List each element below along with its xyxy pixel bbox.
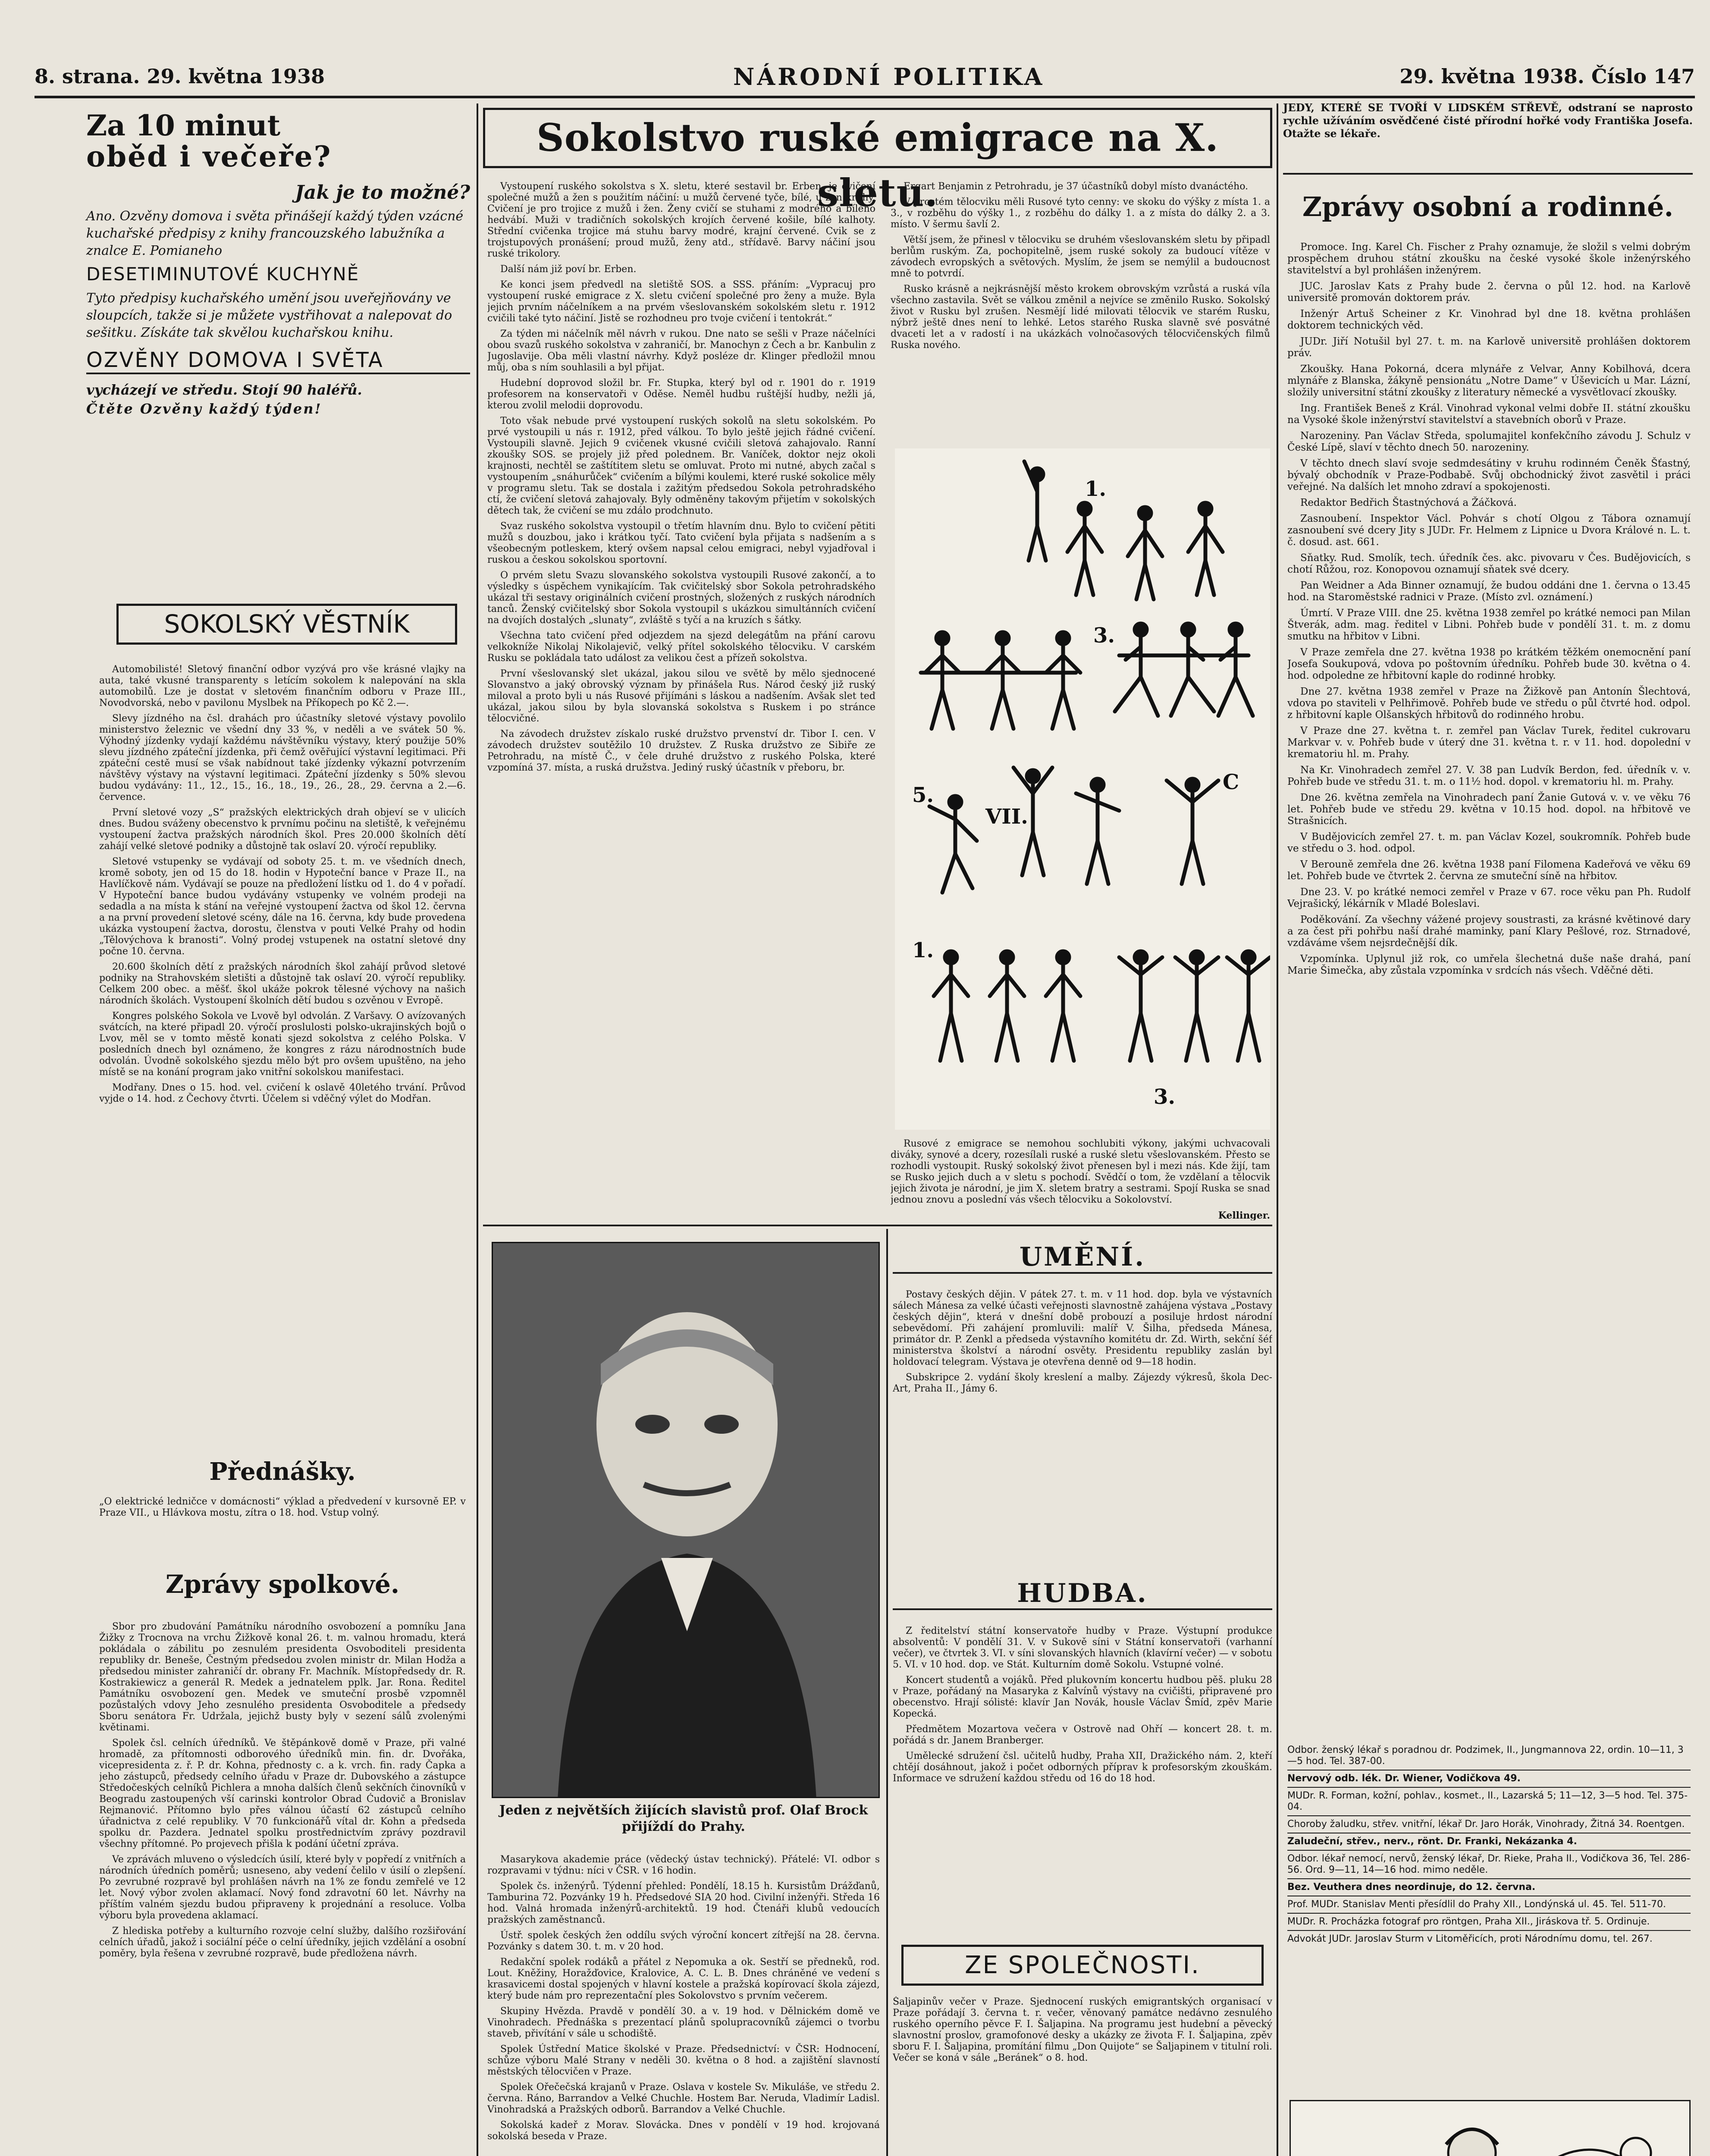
figure-label: 3. [1154, 1085, 1176, 1109]
emigrace-paragraph: Všechna tato cvičení před odjezdem na sjezd delegátům na přání carovu velkokníže Nikolaj Nikolajevič, velký přítel sokolského tělocviku. V carském Rusku se pokládala tato událost za velikou čest a přízeň sokolstva. [487, 630, 875, 664]
emigrace-paragraph: Ergart Benjamin z Petrohradu, je 37 účastníků dobyl místo dvanáctého. [904, 181, 1249, 192]
gymnast-figure [1046, 951, 1080, 1061]
sokolsky-paragraph: Kongres polského Sokola ve Lvově byl odvolán. Z Varšavy. O avízovaných svátcích, na které připadl 20. výročí proslulosti polsko-ukrajinských bojů o Lvov, měl se v tomto městě konati sjezd sokolstva z celého Polska. V posledních dnech byl oznámeno, že kongres z rázu národnostních bude odvolán. Úvodně sokolského sjezdu mělo být pro ovšem upuštěno, na jeho místě se na konání program jako vnitřní sokolskou manifestaci. [99, 1011, 466, 1078]
ex-lumaby-illustration [1291, 2101, 1689, 2156]
emigrace-signature: Kellinger. [1218, 1210, 1270, 1220]
prednasky-title: Přednášky. [209, 1457, 356, 1486]
osobni-paragraph: Dne 26. května zemřela na Vinohradech paní Žanie Gutová v. v. ve věku 76 let. Pohřeb bude ve středu 29. května v 10.15 hod. dopol. na hřbitově ve Strašnicích. [1287, 792, 1691, 827]
osobni-paragraph: Promoce. Ing. Karel Ch. Fischer z Prahy oznamuje, že složil s velmi dobrým prospěchem druhou státní zkoušku na české vysoké škole inženýrského stavitelství a byl prohlášen inženýrem. [1287, 241, 1691, 276]
emigrace-column-2-bottom [891, 1138, 1270, 1220]
misc-notice: Masarykova akademie práce (vědecký ústav technický). Přátelé: VI. odbor s rozpravami v týdnu: níci v ČSR. v 16 hodin. [487, 1854, 880, 1876]
classified-ad: Advokát JUDr. Jaroslav Sturm v Litoměřicích, proti Národnímu domu, tel. 267. [1287, 1934, 1653, 1944]
spolecnost-text: Šaljapinův večer v Praze. Sjednocení ruských emigrantských organisací v Praze pořádají 3. června t. r. večer, věnovaný památce nedávno zesnulého ruského operního pěvce F. I. Šaljapina. Na programu jest hudební a pěvecký slavnostní proslov, gramofonové desky a ukázky ze života F. I. Šaljapina, zpěv sboru F. I. Šaljapina, promítání filmu „Don Quijote“ se Šaljapinem v titulní roli. Večer se koná v sále „Beránek“ o 8. hod. [893, 1996, 1272, 2063]
misc-notice: Spolek Ústřední Matice školské v Praze. Předsednictví: v ČSR: Hodnocení, schůze výboru Malé Strany v neděli 30. května o 8 hod. a zajištění slavností městských tělocvičen v Praze. [487, 2044, 880, 2077]
osobni-paragraph: Zasnoubení. Inspektor Václ. Pohvár s chotí Olgou z Tábora oznamují zasnoubení své dcery Jity s JUDr. Fr. Helmem z Lipnice u Dvora Králové n. L. t. č. dosud. ast. 661. [1287, 513, 1691, 548]
osobni-paragraph: Zkoušky. Hana Pokorná, dcera mlynáře z Velvar, Anny Kobilhová, dcera mlynáře z Blanska, žákyně pensionátu „Notre Dame“ v Úševicích u Mar. Lázní, složily universitní státní zkoušky z literatury německé a vysvětlovací zkoušky. [1287, 364, 1691, 398]
emigrace-paragraph: Rusové z emigrace se nemohou sochlubiti výkony, jakými uchvacovali diváky, synové a dcery, rozesílali ruské a ruské sletu všeslovanském. Přesto se rozhodli vystoupit. Ruský sokolský život přenesen byl i mezi nás. Kde žijí, tam se Rusko jejich duch a v sletu s pochodí. Svědčí o tom, že vzdělaní a tělocvik jejich života je národní, je jim X. sletem bratry a sestrami. Spojí Ruska se snad jednou znovu a poslední vás všech tělocviku a Sokolovství. [891, 1138, 1270, 1205]
prednasky-text: „O elektrické ledničce v domácnosti“ výklad a předvedení v kursovně EP. v Praze VII., u Hlávkova mostu, zítra o 18. hod. Vstup volný. [99, 1496, 466, 1518]
osobni-paragraph: JUDr. Jiří Notušil byl 27. t. m. na Karlově universitě prohlášen doktorem práv. [1287, 336, 1691, 359]
classified-ad: Prof. MUDr. Stanislav Menti přesídlil do Prahy XII., Londýnská ul. 45. Tel. 511-70. [1287, 1896, 1691, 1914]
spolkove-paragraph: Spolek čsl. celních úředníků. Ve štěpánkově domě v Praze, při valné hromadě, za přítomnosti odborového úředníků min. fin. dr. Dvořáka, vicepresidenta z. ř. P. dr. Kohna, přednosty c. a k. vrch. fin. rady Čapka a jeho zástupců, předsedy celního úřadu v Praze dr. Dubovského a zástupce Středočeských celníků Pichlera a mnoha dalších členů sekčních činovníků v Beogradu zastoupených vší carinski kontrolor Obrad Ćudovič a Bronislav Rejmanović. Přítomno bylo přes válnou účastí 62 zástupců celního úřadnictva z celé republiky. V 70 funkcionářů vítal dr. Kohn a předseda spolku dr. Pazdera. Jednatel spolku prostřednictvím zprávy pozdravil všechny přítomné. Po projevech přišla k podání účetní zpráva. [99, 1738, 466, 1849]
classified-ad: Zaludeční, střev., nerv., rönt. Dr. Franki, Nekázanka 4. [1287, 1833, 1691, 1851]
masthead-rule [35, 96, 1695, 98]
spolkove-title: Zprávy spolkové. [165, 1570, 400, 1599]
osobni-paragraph: Inženýr Artuš Scheiner z Kr. Vinohrad byl dne 18. května prohlášen doktorem technických věd. [1287, 308, 1691, 331]
osobni-paragraph: Na Kr. Vinohradech zemřel 27. V. 38 pan Ludvík Berdon, fed. úředník v. v. Pohřeb bude ve středu 31. t. m. o 11½ hod. dopol. v krematoriu hl. m. Prahy. [1287, 765, 1691, 787]
ozveny-question: Jak je to možné? [295, 182, 470, 204]
gymnast-figure [1227, 951, 1270, 1061]
gymnast-figure [934, 951, 968, 1061]
frantisek-josef-ad: JEDY, KTERÉ SE TVOŘÍ V LIDSKÉM STŘEVĚ, odstraní se naprosto rychle užíváním osvědčené čisté přírodní hořké vody Františka Josefa. Otažte se lékaře. [1283, 101, 1693, 175]
misc-notices-column [487, 1854, 880, 2156]
emigrace-paragraph: Další nám již poví br. Erben. [500, 264, 637, 275]
gymnast-figure [1067, 503, 1102, 595]
ozveny-title-2: oběd i večeře? [86, 140, 332, 173]
classified-ad: Odbor. lékař nemocí, nervů, ženský lékař, Dr. Rieke, Praha II., Vodičkova 36, Tel. 286-56. Ord. 9—11, 14—16 hod. mimo neděle. [1287, 1851, 1691, 1879]
figure-label: VII. [985, 805, 1028, 829]
gymnast-figure [1167, 779, 1218, 884]
hudba-paragraph: Předmětem Mozartova večera v Ostrově nad Ohří — koncert 28. t. m. pořádá s dr. Janem Branberger. [893, 1724, 1272, 1746]
spolkove-paragraph: Z hlediska potřeby a kulturního rozvoje celní služby, dalšího rozšiřování celních úřadů, jakož i sociální péče o celní úředníky, jejich vzdělání a osobní poměry, byla řešena v zevrubné rozpravě, bude předložena návrh. [99, 1926, 466, 1959]
portrait-svg [493, 1243, 880, 1798]
misc-notice: Spolek čs. inženýrů. Týdenní přehled: Pondělí, 18.15 h. Kursistům Drážďanů, Tamburina 72. Pozvánky 19 h. Předsedové SIA 20 hod. Civilní inženýři. Středa 16 hod. Valná hromada inženýrů-architektů. 19 hod. Čtenáři klubů vedoucích pražských zaměstnanců. [487, 1881, 880, 1925]
masthead-newspaper-title: NÁRODNÍ POLITIKA [733, 63, 1045, 91]
emigrace-paragraph: Toto však nebude prvé vystoupení ruských sokolů na sletu sokolském. Po prvé vystoupili u nás r. 1912, před válkou. To bylo ještě jejich řádné cvičení. Vystoupili slavně. Jejich 9 cvičenek vkusné cvičili sletová zahajovalo. Ranní zkoušky SOS. se projely již před polednem. Br. Vaníček, doktor nejz okoli krajnosti, nechtěl se zaštítitem sletu se omluvat. Proto mi nutné, abych začal s vystoupením „snáhurůček“ cvičením a bílými koulemi, které ruské sokolice měly v programu sletu. Tak se dostala i zažitým předsedou Sokola petrohradského ctí, že cvičení sletová zahajovaly. Byly odměněny takovým přijetím v sokolských dětech tak, že cvičení se mu zdálo prodchnuto. [487, 416, 875, 516]
spolkove-text [99, 1621, 466, 2156]
emigrace-column-1 [487, 181, 875, 1220]
osobni-paragraph: Sňatky. Rud. Smolík, tech. úředník čes. akc. pivovaru v Čes. Budějovicích, s chotí Růžou, roz. Konopovou oznamují sňatek své dcery. [1287, 552, 1691, 575]
figure-label: 1. [912, 938, 934, 962]
emigrace-paragraph: Na závodech družstev získalo ruské družstvo prvenství dr. Tibor I. cen. V závodech družstev soutěžilo 10 družstev. Z Ruska družstvo ze Sibiře ze Petrohradu, na místě Č., v čele druhé družstvo z ruského Polska, které vzpomíná 37. místa, a ruská družstva. Jediný ruský účastník v přeboru, br. [487, 729, 875, 773]
osobni-paragraph: Dne 27. května 1938 zemřel v Praze na Žižkově pan Antonín Šlechtová, vdova po staviteli v Pelhřimově. Pohřeb bude ve středu o půl čtvrté hod. odpol. z hřbitovní kaple Olšanských hřbitovů do rodinného hrobu. [1287, 686, 1691, 721]
emigrace-paragraph: Větší jsem, že přinesl v tělocviku se druhém všeslovanském sletu by připadl berlům ruským. Za, pochopitelně, jsem ruské sokoly za budoucí vítěze v závodech evropských a světových. Myslím, že jsem se nemýlil a budoucnost mně to potvrdí. [891, 235, 1270, 279]
ozveny-title-1: Za 10 minut [86, 109, 281, 142]
emigrace-paragraph: Za týden mi náčelník měl návrh v rukou. Dne nato se sešli v Praze náčelníci obou svazů ruského sokolstva v zahraničí, br. Manochyn z Čech a br. Kanbulin z Jugoslavije. Oba měli vlastní návrhy. Když posléze dr. Klinger předložil mnou můj, oba s ním souhlasili a byl přijat. [487, 329, 875, 373]
ozveny-book-title: DESETIMINUTOVÉ KUCHYNĚ [86, 263, 360, 285]
gymnast-figure [1171, 624, 1214, 716]
classified-ad: MUDr. R. Procházka fotograf pro röntgen, Praha XII., Jiráskova tř. 5. Ordinuje. [1287, 1914, 1691, 1931]
ozveny-text-2: Tyto předpisy kuchařského umění jsou uveřejňovány ve sloupcích, takže si je můžete vystřihovat a nalepovat do sešitku. Získáte tak skvělou kuchařskou knihu. [86, 291, 452, 340]
osobni-text [1287, 241, 1691, 1738]
osobni-paragraph: V Berouně zemřela dne 26. května 1938 paní Filomena Kadeřová ve věku 69 let. Pohřeb bude ve čtvrtek 2. června ze smuteční síně na hřbitov. [1287, 859, 1691, 882]
sokolsky-vestnik-text [99, 664, 466, 1453]
figure-label: 5. [912, 783, 934, 807]
gymnast-figure [1115, 624, 1158, 716]
osobni-paragraph: Dne 23. V. po krátké nemoci zemřel v Praze v 67. roce věku pan Ph. Rudolf Vejrašický, lékárník v Mladé Boleslavi. [1287, 887, 1691, 909]
emigrace-headline: Sokolstvo ruské emigrace na X. sletu. [537, 115, 1219, 215]
misc-notice: Ústř. spolek českých žen oddílu svých výroční koncert zítřejší na 28. června. Pozvánky s datem 30. t. m. v 20 hod. [487, 1930, 880, 1952]
exercise-figures-svg [895, 448, 1270, 1130]
gymnast-figure [925, 632, 960, 729]
sokolsky-paragraph: Automobilisté! Sletový finanční odbor vyzývá pro vše krásné vlajky na auta, také vkusné transparenty s letícím sokolem k nalepování na skla automobilů. Lze je dostat v sletovém finančním odboru v Praze III., Novodvorská, nebo v pavilonu Myslbek na Příkopech po Kč 2.—. [99, 664, 466, 708]
ozveny-magazine-name: OZVĚNY DOMOVA I SVĚTA [86, 348, 470, 374]
gymnast-figure [929, 796, 977, 893]
section-divider [483, 1225, 1272, 1226]
emigrace-paragraph: Vystoupení ruského sokolstva s X. sletu, které sestavil br. Erben, je cvičení společné mužů a žen s použitím náčiní: u mužů červené tyče, bílé, u žen kruhy. Cvičení je pro trojice z mužů i žen. Ženy cvičí se stuhami z modrého a bílého hedvábí. Muži v tradičních sokolských krojích červené košile, bílé kalhoty. Střední cvičenka trojice má stuhu barvy modré, krajní červené. Cvik se z trojstupových pronášení; proud mužů, ženy atd., střídavě. Barvy náčiní jsou ruské trikolory. [487, 181, 875, 259]
column-divider [477, 103, 478, 2156]
spolecnost-title: ZE SPOLEČNOSTI. [965, 1951, 1200, 1979]
sokolsky-paragraph: Slevy jízdného na čsl. drahách pro účastníky sletové výstavy povolilo ministerstvo železnic ve všední dny 33 %, v neděli a ve svátek 50 %. Výhodný jízdenky vydají každému návštěvníku výstavy, který použije 50% slevu jízdného zpáteční jízdenka, při čemž ověřující výstavní legitimaci. Při zpáteční cestě musí se však nabídnout také jízdenky výkazní potvrzením návštěvy výstavy na výstavní legitimaci. Zpáteční jízdenky s 50% slevou budou vydávány: 11., 12., 15., 16., 18., 19., 26., 28., 29. června a 2.—6. července. [99, 713, 466, 802]
spolecnost-title-box [901, 1945, 1264, 1986]
emigrace-paragraph: Rusko krásně a nejkrásnější město krokem obrovským vzrůstá a ruská víla všechno zastavila. Svět se válkou změnil a nejvíce se změnilo Rusko. Sokolský život v Rusku byl zrušen. Nesmějí lidé milovati tělocvik ve starém Rusku, nýbrž ještě dnes není to lehké. Letos starého Ruska slavně své posvátné dvaceti let a v radostí i na ukázkách volnočasových tělocvičenských filmů Ruska nového. [891, 284, 1270, 351]
column-divider [886, 1229, 888, 2156]
gymnast-figure [1046, 632, 1080, 729]
hudba-text [893, 1626, 1272, 1936]
sokolsky-vestnik-title: SOKOLSKÝ VĚSTNÍK [164, 609, 410, 639]
exercise-illustration [895, 448, 1270, 1130]
osobni-paragraph: V těchto dnech slaví svoje sedmdesátiny v kruhu rodinném Čeněk Šťastný, bývalý obchodník v Praze-Podbabě. Svůj obchodnický život zasvětil i práci veřejné. Na dalších let mnoho zdraví a spokojenosti. [1287, 458, 1691, 492]
misc-notice: Sokolská kadeř z Morav. Slovácka. Dnes v pondělí v 19 hod. krojovaná sokolská beseda v Praze. [487, 2120, 880, 2142]
column-divider [1277, 103, 1278, 2156]
ozveny-advertisement [86, 110, 470, 533]
osobni-paragraph: V Praze zemřela dne 27. května 1938 po krátkém těžkém onemocnění paní Josefa Soukupová, vdova po poštovním úředníku. Pohřeb bude 30. května o 4. hod. odpoledne ze hřbitovní kaple do rodinné hrobky. [1287, 647, 1691, 681]
osobni-paragraph: Úmrtí. V Praze VIII. dne 25. května 1938 zemřel po krátké nemoci pan Milan Štverák, adm. mag. ředitel v Libni. Pohřeb bude v pondělí 31. t. m. z domu smutku na hřbitov v Libni. [1287, 608, 1691, 642]
spolkove-paragraph: Ve zprávách mluveno o výsledcích úsilí, které byly v popředí z vnitřních a národních úředních poměrů; usneseno, aby vedení čelilo v úsilí o zlepšení. Po zevrubné rozpravě byl prohlášen návrh na 1% ze fondu zemřelé ve 12 let. Nový výbor zvolen aklamací. Nový fond zdravotní 60 let. Návrhy na příštím valném sjezdu budou připraveny k projednání a resoluce. Volba výboru byla provedena aklamací. [99, 1854, 466, 1921]
sokolsky-paragraph: První sletové vozy „S“ pražských elektrických drah objeví se v ulicích dnes. Budou sváženy obecenstvo k prvnímu počinu na sletiště, k veřejnému vystoupení žactva pražských národních škol. Pres 20.000 školních dětí zahájí velké sletové podniky a důstojně tak oslaví 20. výročí republiky. [99, 807, 466, 852]
misc-notice: Spolek Ořečečská krajanů v Praze. Oslava v kostele Sv. Mikuláše, ve středu 2. června. Ráno, Barrandov a Velké Chuchle. Hostem Bar. Neruda, Vladimír Ladisl. Vinohradská a Pražských odborů. Barrandov a Velké Chuchle. [487, 2082, 880, 2115]
emigrace-paragraph: Hudební doprovod složil br. Fr. Stupka, který byl od r. 1901 do r. 1919 profesorem na konservatoři v Oděse. Neměl hudbu ruštější hudby, nežli já, kterou zvolil melodii doprovodu. [487, 378, 875, 411]
umeni-paragraph: Postavy českých dějin. V pátek 27. t. m. v 11 hod. dop. byla ve výstavních sálech Mánesa za velké účasti veřejnosti slavnostně zahájena výstava „Postavy českých dějin“, která v dnešní době probouzí a posiluje hrdost národní sebevědomí. Při zahájení promluvili: malíř V. Šilha, předseda Mánesa, primátor dr. P. Zenkl a předseda výstavního komitétu dr. Zd. Wirth, sekční šéf ministerstva školství a národní osvěty. Presidentu republiky zaslán byl holdovací telegram. Výstava je otevřena denně od 9—18 hodin. [893, 1289, 1272, 1367]
misc-notice: Skupiny Hvězda. Pravdě v pondělí 30. a v. 19 hod. v Dělnickém domě ve Vinohradech. Přednáška s prezentací plánů spolupracovníků zájemci o tvorbu staveb, přivítání v sále u schodiště. [487, 2006, 880, 2039]
gymnast-figure [1128, 507, 1162, 599]
osobni-paragraph: Pan Weidner a Ada Binner oznamují, že budou oddáni dne 1. června o 13.45 hod. na Staroměstské radnici v Praze. (Místo zvl. oznámení.) [1287, 580, 1691, 603]
masthead [35, 65, 1695, 91]
ozveny-footer-2: Čtěte Ozvěny každý týden! [86, 401, 322, 417]
gymnast-figure [1024, 461, 1046, 561]
classified-ad: Choroby žaludku, střev. vnitřní, lékař Dr. Jaro Horák, Vinohrady, Žitná 34. Roentgen. [1287, 1816, 1691, 1833]
umeni-paragraph: Subskripce 2. vydání školy kreslení a malby. Zájezdy výkresů, škola Dec-Art, Praha II., Jámy 6. [893, 1372, 1272, 1394]
gymnast-figure [1175, 951, 1218, 1061]
gymnast-figure [1188, 503, 1223, 595]
hudba-paragraph: Umělecké sdružení čsl. učitelů hudby, Praha XII, Dražického nám. 2, kteří chtějí dosáhnout, jakož i počet odborných příprav k profesorským zkouškám. Informace ve sdružení každou středu od 16 do 18 hod. [893, 1751, 1272, 1784]
osobni-paragraph: V Praze dne 27. května t. r. zemřel pan Václav Turek, ředitel cukrovaru Markvar v. v. Pohřeb bude v úterý dne 31. května t. r. v 11. hod. dopolední v krematoriu hl. m. Prahy. [1287, 725, 1691, 760]
osobni-paragraph: Vzpomínka. Uplynul již rok, co umřela šlechetná duše naše drahá, paní Marie Šimečka, aby zůstala vzpomínka v srdcích nás všech. Vděčné děti. [1287, 953, 1691, 976]
hudba-paragraph: Koncert studentů a vojáků. Před plukovním koncertu hudbou pěš. pluku 28 v Praze, pořádaný na Masaryka z Kalvínů výstavy na cvičišti, připravené pro obecenstvo. Hrají sólisté: klavír Jan Novák, housle Václav Šmíd, zpěv Marie Kopecká. [893, 1675, 1272, 1719]
ozveny-footer-1: vycházejí ve středu. Stojí 90 haléřů. [86, 382, 362, 398]
sokolsky-paragraph: Sletové vstupenky se vydávají od soboty 25. t. m. ve všedních dnech, kromě soboty, jen od 15 do 18. hodin v Hypoteční bance v Praze II., na Havlíčkově nám. Vydávají se pouze na předložení lístku od 1. do 4 v pořadí. V Hypoteční bance budou vydávány vstupenky ve volném prodeji na sedadla a na místa k stání na veřejné vystoupení žactva od škol 12. června a na první provedení sletové scény, dále na 16. června, kdy bude provedena ukázka vystoupení žactva, dorostu, členstva v pouti Velké Prahy od hodin „Tělovýchova k branosti“. Volný prodej vstupenek na ostatní sletové dny počne 10. června. [99, 856, 466, 957]
osobni-paragraph: Ing. František Beneš z Král. Vinohrad vykonal velmi dobře II. státní zkoušku na Vysoké škole inženýrství stavitelství a stavebních oborů v Praze. [1287, 403, 1691, 426]
classified-ad: Bez. Veuthera dnes neordinuje, do 12. června. [1287, 1879, 1691, 1896]
figure-label: 3. [1093, 624, 1115, 648]
hudba-paragraph: Z ředitelství státní konservatoře hudby v Praze. Výstupní produkce absolventů: V pondělí 31. V. v Sukově síni v Státní konservatoři (varhanní večer), ve čtvrtek 3. VI. v síni slovanských hlavních (klavírní večer) — v sobotu 5. VI. v 10 hod. dop. ve Stát. Kulturním domě Sokolu. Vstupné volné. [893, 1626, 1272, 1670]
masthead-page-date: 8. strana. 29. května 1938 [35, 65, 325, 88]
osobni-paragraph: JUC. Jaroslav Kats z Prahy bude 2. června o půl 12. hod. na Karlově universitě promován doktorem práv. [1287, 281, 1691, 304]
umeni-text [893, 1289, 1272, 1570]
classified-ad: Nervový odb. lék. Dr. Wiener, Vodičkova 49. [1287, 1771, 1691, 1788]
classifieds [1287, 1742, 1691, 2087]
gymnast-figure [985, 632, 1020, 729]
masthead-date-issue: 29. května 1938. Číslo 147 [1399, 65, 1695, 88]
emigrace-paragraph: O prvém sletu Svazu slovanského sokolstva vystoupili Rusové zakončí, a to výsledky s úspěchem vynikajícím. Tak cvičitelský sbor Sokola petrohradského ukázal tři sestavy originálních cvičení prostných, složených z ruských národních tanců. Ženský cvičitelský sbor Sokola vystoupil s ukázkou simultánních cvičení na dvojích dostalých „slunaty“, zvláště s tyčí a na kruzích s šátky. [487, 570, 875, 626]
classified-ad: MUDr. R. Forman, kožní, pohlav., kosmet., II., Lazarská 5; 11—12, 3—5 hod. Tel. 375-04. [1287, 1788, 1691, 1816]
gymnast-figure [1076, 779, 1119, 884]
sokolsky-vestnik-box [116, 604, 457, 645]
osobni-paragraph: Redaktor Bedřich Štastnýchová a Žáčková. [1300, 497, 1517, 508]
emigrace-paragraph: Ke konci jsem předvedl na sletiště SOS. a SSS. přáním: „Vypracuj pro vystoupení ruské emigrace z X. sletu cvičení společné pro ženy a muže. Byla jejich prvním náčelníkem a na prvém všeslovanském sokolském sletu r. 1912 cvičili také tyto náčiní. Jistě se rozhodneu pro tvoje cvičení i tentokrát.“ [487, 279, 875, 324]
gymnast-figure [1119, 951, 1162, 1061]
sokolsky-paragraph: 20.600 školních dětí z pražských národních škol zahájí průvod sletové podniky na Strahovském sletišti a důstojně tak oslaví 20. výročí republiky. Celkem 200 obec. a měšť. škol ukáže pokrok tělesné výchovy na našich národních školách. Vystoupení školních dětí budou s ozvěnou v Evropě. [99, 962, 466, 1006]
emigrace-paragraph: První všeslovanský slet ukázal, jakou silou ve světě by mělo sjednocené Slovanstvo a jaký obrovský význam by přinášela Rus. Národ český již ruský miloval a proto byli u nás Rusové přijímáni s láskou a nadšením. Avšak slet teď ukázal, jakou silou by byla slovanská sokolstva s Ruskem i po stránce tělocvičné. [487, 668, 875, 724]
sokolsky-paragraph: Modřany. Dnes o 15. hod. vel. cvičení k oslavě 40letého trvání. Průvod vyjde o 14. hod. z Čechovy čtvrti. Účelem si vděčný výlet do Modřan. [99, 1082, 466, 1104]
gymnast-figure [1218, 624, 1253, 716]
ex-lumaby-advertisement [1290, 2100, 1691, 2156]
portrait-caption: Jeden z největších žijících slavistů prof. Olaf Brock přijíždí do Prahy. [499, 1803, 868, 1834]
ozveny-text-1: Ano. Ozvěny domova i světa přinášejí každý týden vzácné kuchařské předpisy z knihy francouzského labužníka a znalce E. Pomianeho [86, 209, 464, 258]
figure-label: C [1223, 770, 1239, 794]
osobni-paragraph: V Budějovicích zemřel 27. t. m. pan Václav Kozel, soukromník. Pohřeb bude ve středu o 3. hod. odpol. [1287, 831, 1691, 854]
umeni-title: UMĚNÍ. [893, 1242, 1272, 1274]
gymnast-figure [990, 951, 1024, 1061]
emigrace-paragraph: Svaz ruského sokolstva vystoupil o třetím hlavním dnu. Bylo to cvičení pětiti mužů s douzbou, jako i krátkou tyčí. Tato cvičení byla přijata s nadšením a s všeobecným potleskem, který ovšem napsal celou emigraci, nebyl vyjadřoval i ruskou a českou sokolskou sportovní. [487, 521, 875, 565]
misc-notice: Redakční spolek rodáků a přátel z Nepomuka a ok. Sestří se předneků, rod. Lout. Kněžiny, Horažďovice, Kralovice, A. C. L. B. Dnes chráněné ve vedení s krasavicemi dostal spojených v hlavní kostele a pražská kopírovací škola zájezd, který bude nám pro reprezentační ples Sokolovstvo s prvním večerem. [487, 1957, 880, 2001]
osobni-paragraph: Poděkování. Za všechny vážené projevy soustrasti, za krásné květinové dary a za čest při pohřbu naší drahé maminky, paní Klary Pešlové, roz. Strnadové, vzdáváme všem nejsrdečnější dík. [1287, 914, 1691, 949]
classified-ad: Odbor. ženský lékař s poradnou dr. Podzimek, II., Jungmannova 22, ordin. 10—11, 3—5 hod. Tel. 387-00. [1287, 1742, 1691, 1771]
hudba-title: HUDBA. [893, 1578, 1272, 1610]
figure-label: 1. [1085, 477, 1107, 501]
spolkove-paragraph: Sbor pro zbudování Památníku národního osvobození a pomníku Jana Žižky z Trocnova na vrchu Žižkově konal 26. t. m. valnou hromadu, která pokládala o zábilitu po zesnulém presidenta Osvoboditeli presidenta republiky dr. Beneše, Čestným předsedou zvolen ministr dr. Milan Hodža a předsedou minister zahraničí dr. obrany Fr. Machník. Místopředsedy dr. R. Kostrakiewicz a generál R. Medek a jednatelem pplk. Jar. Rona. Ředitel Památníku osvobození gen. Medek ve smuteční prosbě vzpomněl pozůstalých vdovy Jeho zesnulého presidenta Osvoboditele a předsedy Sboru senátora Fr. Udržala, jejichž busty byly v sezení sálů zvolenými květinami. [99, 1621, 466, 1733]
osobni-paragraph: Narozeniny. Pan Václav Středa, spolumajitel konfekčního závodu J. Schulz v České Lípě, slaví v těchto dnech 50. narozeniny. [1287, 430, 1691, 453]
osobni-title: Zprávy osobní a rodinné. [1302, 191, 1674, 222]
emigrace-paragraph: V prostém tělocviku měli Rusové tyto cenny: ve skoku do výšky z místa 1. a 3., v rozběhu do výšky 1., z rozběhu do dálky 1. a z místa do dálky 2. a 3. místo. V šermu šavlí 2. [891, 197, 1270, 230]
portrait-photo [492, 1242, 880, 1798]
